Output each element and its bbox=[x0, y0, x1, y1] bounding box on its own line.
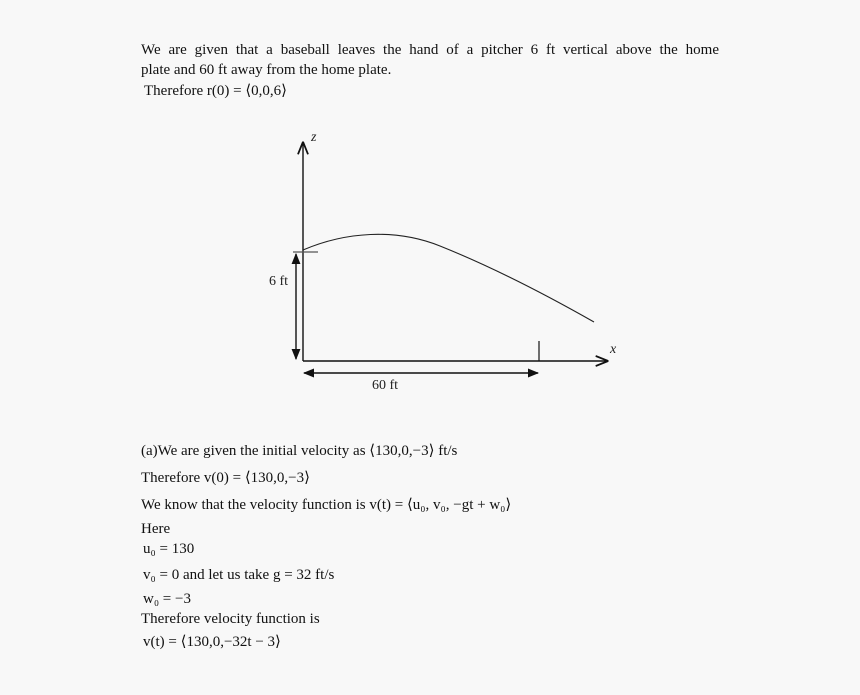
w0-equation: w₀ = −3 bbox=[143, 591, 191, 607]
part-a-line-6 bbox=[143, 566, 334, 584]
trajectory-curve bbox=[303, 234, 594, 322]
let-us-take-text: and let us take bbox=[179, 567, 273, 583]
z-axis-label: z bbox=[311, 130, 317, 145]
g-equation: g = 32 bbox=[272, 567, 312, 583]
initial-velocity-unit: ft/s bbox=[434, 443, 458, 459]
g-unit: ft/s bbox=[311, 567, 335, 583]
position-initial-equation: r(0) = ⟨0,0,6⟩ bbox=[206, 83, 288, 99]
part-a-line-3 bbox=[141, 496, 511, 514]
height-label: 6 ft bbox=[269, 274, 289, 289]
therefore-velocity-text: Therefore velocity function is bbox=[141, 611, 320, 627]
therefore-text: Therefore bbox=[141, 470, 204, 486]
distance-label: 60 ft bbox=[372, 378, 399, 393]
part-a-intro-text: (a)We are given the initial velocity as bbox=[141, 443, 370, 459]
velocity-function-general: v(t) = ⟨u₀, v₀, −gt + w₀⟩ bbox=[369, 497, 512, 513]
initial-velocity-vector: ⟨130,0,−3⟩ bbox=[369, 443, 435, 459]
intro-line-1: We are given that a baseball leaves the hand of a pitcher 6 ft vertical above the home bbox=[141, 42, 719, 58]
part-a-line-2 bbox=[141, 469, 310, 487]
here-label: Here bbox=[141, 521, 171, 537]
v0-equation: v₀ = 0 bbox=[143, 567, 180, 583]
intro-line-2: plate and 60 ft away from the home plate. bbox=[141, 62, 392, 78]
x-axis-label: x bbox=[610, 342, 617, 357]
velocity-initial-equation: v(0) = ⟨130,0,−3⟩ bbox=[203, 470, 310, 486]
intro-therefore: Therefore bbox=[144, 83, 207, 99]
velocity-function-text: We know that the velocity function is bbox=[141, 497, 370, 513]
velocity-function-final: v(t) = ⟨130,0,−32t − 3⟩ bbox=[143, 634, 281, 650]
part-a-line-1 bbox=[141, 442, 457, 460]
u0-equation: u₀ = 130 bbox=[143, 541, 195, 557]
